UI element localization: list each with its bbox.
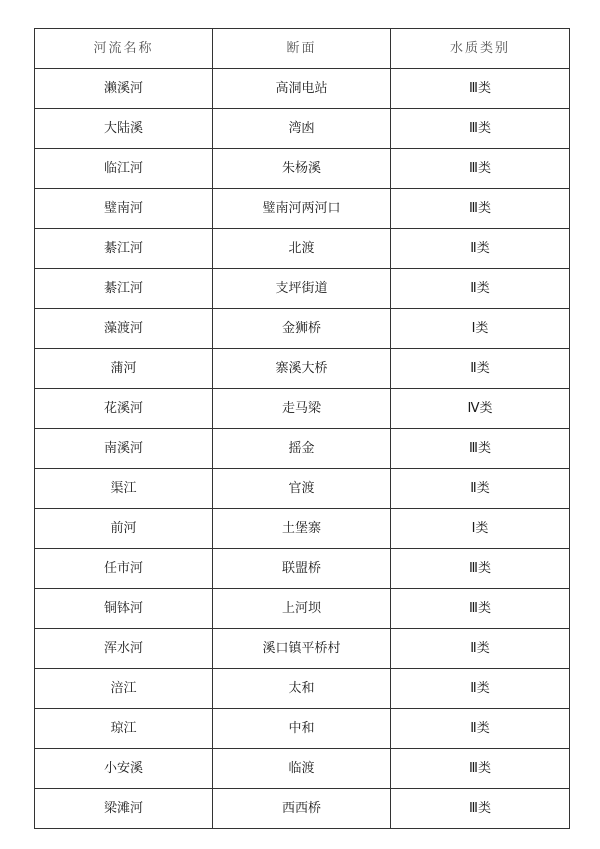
quality-class-cell: Ⅰ类 [391,309,570,349]
river-name-cell: 花溪河 [35,389,213,429]
section-cell: 走马梁 [213,389,391,429]
river-name-cell: 藻渡河 [35,309,213,349]
river-name-cell: 琼江 [35,709,213,749]
river-name-cell: 铜钵河 [35,589,213,629]
river-name-cell: 璧南河 [35,189,213,229]
section-cell: 湾凼 [213,109,391,149]
quality-class-cell: Ⅱ类 [391,469,570,509]
river-name-cell: 小安溪 [35,749,213,789]
section-cell: 寨溪大桥 [213,349,391,389]
section-cell: 西西桥 [213,789,391,829]
quality-class-cell: Ⅲ类 [391,549,570,589]
quality-class-cell: Ⅱ类 [391,229,570,269]
table-row [35,469,570,509]
quality-class-cell: Ⅲ类 [391,789,570,829]
table-row [35,669,570,709]
table-row [35,149,570,189]
section-cell: 璧南河两河口 [213,189,391,229]
river-name-cell: 蒲河 [35,349,213,389]
river-name-cell: 渠江 [35,469,213,509]
section-cell: 朱杨溪 [213,149,391,189]
header-row [35,29,570,69]
header-section: 断面 [213,29,391,69]
table-row [35,789,570,829]
table-row [35,189,570,229]
section-cell: 摇金 [213,429,391,469]
quality-class-cell: Ⅲ类 [391,189,570,229]
table-row [35,349,570,389]
river-name-cell: 临江河 [35,149,213,189]
header-water-quality-class: 水质类别 [391,29,570,69]
header-river-name: 河流名称 [35,29,213,69]
river-name-cell: 南溪河 [35,429,213,469]
river-name-cell: 綦江河 [35,269,213,309]
section-cell: 金狮桥 [213,309,391,349]
river-name-cell: 前河 [35,509,213,549]
table-row [35,389,570,429]
quality-class-cell: Ⅲ类 [391,749,570,789]
table-row [35,509,570,549]
section-cell: 溪口镇平桥村 [213,629,391,669]
section-cell: 临渡 [213,749,391,789]
river-name-cell: 梁滩河 [35,789,213,829]
river-name-cell: 涪江 [35,669,213,709]
table-row [35,549,570,589]
water-quality-table [34,28,570,829]
table-row [35,629,570,669]
quality-class-cell: Ⅲ类 [391,149,570,189]
section-cell: 上河坝 [213,589,391,629]
quality-class-cell: Ⅲ类 [391,69,570,109]
river-name-cell: 濑溪河 [35,69,213,109]
table-row [35,109,570,149]
river-name-cell: 大陆溪 [35,109,213,149]
table-row [35,749,570,789]
river-name-cell: 綦江河 [35,229,213,269]
section-cell: 官渡 [213,469,391,509]
section-cell: 支坪街道 [213,269,391,309]
table-row [35,309,570,349]
section-cell: 联盟桥 [213,549,391,589]
table-header [35,29,570,69]
quality-class-cell: Ⅱ类 [391,349,570,389]
river-name-cell: 任市河 [35,549,213,589]
quality-class-cell: Ⅰ类 [391,509,570,549]
quality-class-cell: Ⅱ类 [391,709,570,749]
section-cell: 太和 [213,669,391,709]
table-body [35,69,570,829]
table-row [35,589,570,629]
table-row [35,69,570,109]
table-row [35,429,570,469]
section-cell: 北渡 [213,229,391,269]
river-name-cell: 浑水河 [35,629,213,669]
quality-class-cell: Ⅲ类 [391,589,570,629]
quality-class-cell: Ⅱ类 [391,669,570,709]
section-cell: 高洞电站 [213,69,391,109]
section-cell: 中和 [213,709,391,749]
quality-class-cell: Ⅱ类 [391,629,570,669]
quality-class-cell: Ⅲ类 [391,109,570,149]
quality-class-cell: Ⅳ类 [391,389,570,429]
quality-class-cell: Ⅱ类 [391,269,570,309]
section-cell: 土堡寨 [213,509,391,549]
quality-class-cell: Ⅲ类 [391,429,570,469]
table-row [35,269,570,309]
table-row [35,229,570,269]
table-row [35,709,570,749]
